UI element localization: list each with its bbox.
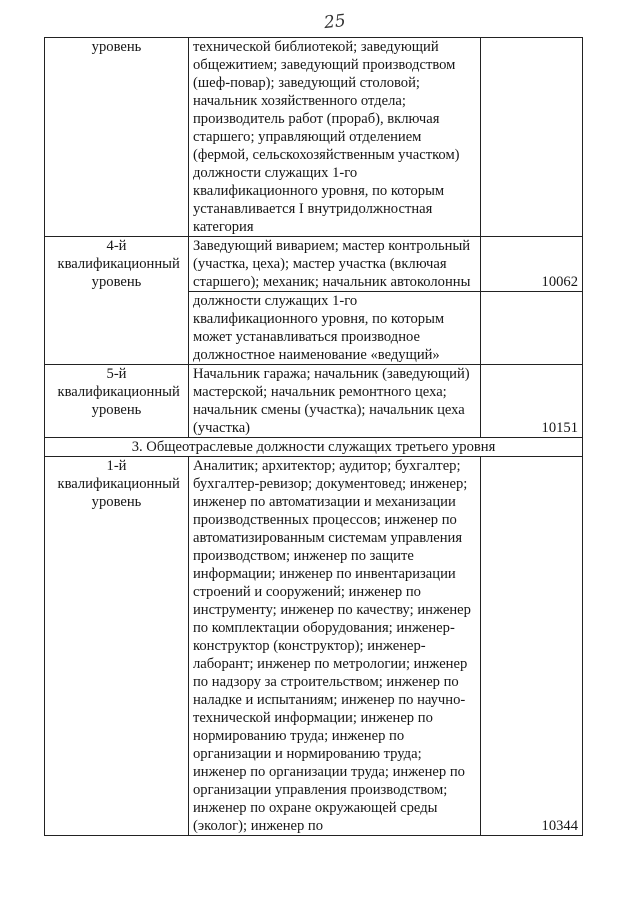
qualification-level-text: 5-й квалификационный уровень xyxy=(57,366,180,418)
table-row xyxy=(45,237,583,292)
salary-cell xyxy=(481,38,583,237)
positions-cell: технической библиотекой; заведующий общежитием; заведующий производством (шеф-повар); заведующий столовой; начальник хозяйственного отдела; производитель работ (прораб), включая старшего; управляющий отделением (фермой, сельскохозяйственным участком) должности служащих 1-го квалификационного уровня, по которым устанавливается I внутридолжностная категория xyxy=(189,38,481,237)
qualification-level-text: уровень xyxy=(91,39,142,55)
table-row xyxy=(45,365,583,438)
qualification-level-text: 1-й квалификационный уровень xyxy=(57,458,180,510)
salary-cell xyxy=(481,292,583,365)
table-row xyxy=(45,38,583,237)
salary-cell: 10151 xyxy=(481,365,583,438)
positions-cell: Аналитик; архитектор; аудитор; бухгалтер; бухгалтер-ревизор; документовед; инженер; инженер по автоматизации и механизации производственных процессов; инженер по автоматизированным системам управления производством; инженер по защите информации; инженер по инвентаризации строений и сооружений; инженер по инструменту; инженер по качеству; инженер по комплектации оборудования; инженер-конструктор (конструктор); инженер-лаборант; инженер по метрологии; инженер по надзору за строительством; инженер по наладке и испытаниям; инженер по научно-технической информации; инженер по нормированию труда; инженер по организации и нормированию труда; инженер по организации труда; инженер по организации управления производством; инженер по охране окружающей среды (эколог); инженер по xyxy=(189,457,481,836)
positions-cell: Начальник гаража; начальник (заведующий) мастерской; начальник ремонтного цеха; начальник смены (участка); начальник цеха (участка) xyxy=(189,365,481,438)
salary-table xyxy=(44,37,583,836)
qualification-level-text: 4-й квалификационный уровень xyxy=(57,238,180,290)
qualification-level-cell xyxy=(45,457,189,836)
positions-cell: Заведующий виварием; мастер контрольный (участка, цеха); мастер участка (включая старшего); механик; начальник автоколонны xyxy=(189,237,481,292)
page-number: 25 xyxy=(323,10,347,34)
qualification-level-cell xyxy=(45,365,189,438)
table-row xyxy=(45,457,583,836)
qualification-level-cell xyxy=(45,237,189,365)
section-title: 3. Общеотраслевые должности служащих третьего уровня xyxy=(45,438,583,457)
qualification-level-cell xyxy=(45,38,189,237)
positions-cell: должности служащих 1-го квалификационного уровня, по которым может устанавливаться производное должностное наименование «ведущий» xyxy=(189,292,481,365)
salary-cell: 10344 xyxy=(481,457,583,836)
section-header-row xyxy=(45,438,583,457)
salary-cell: 10062 xyxy=(481,237,583,292)
